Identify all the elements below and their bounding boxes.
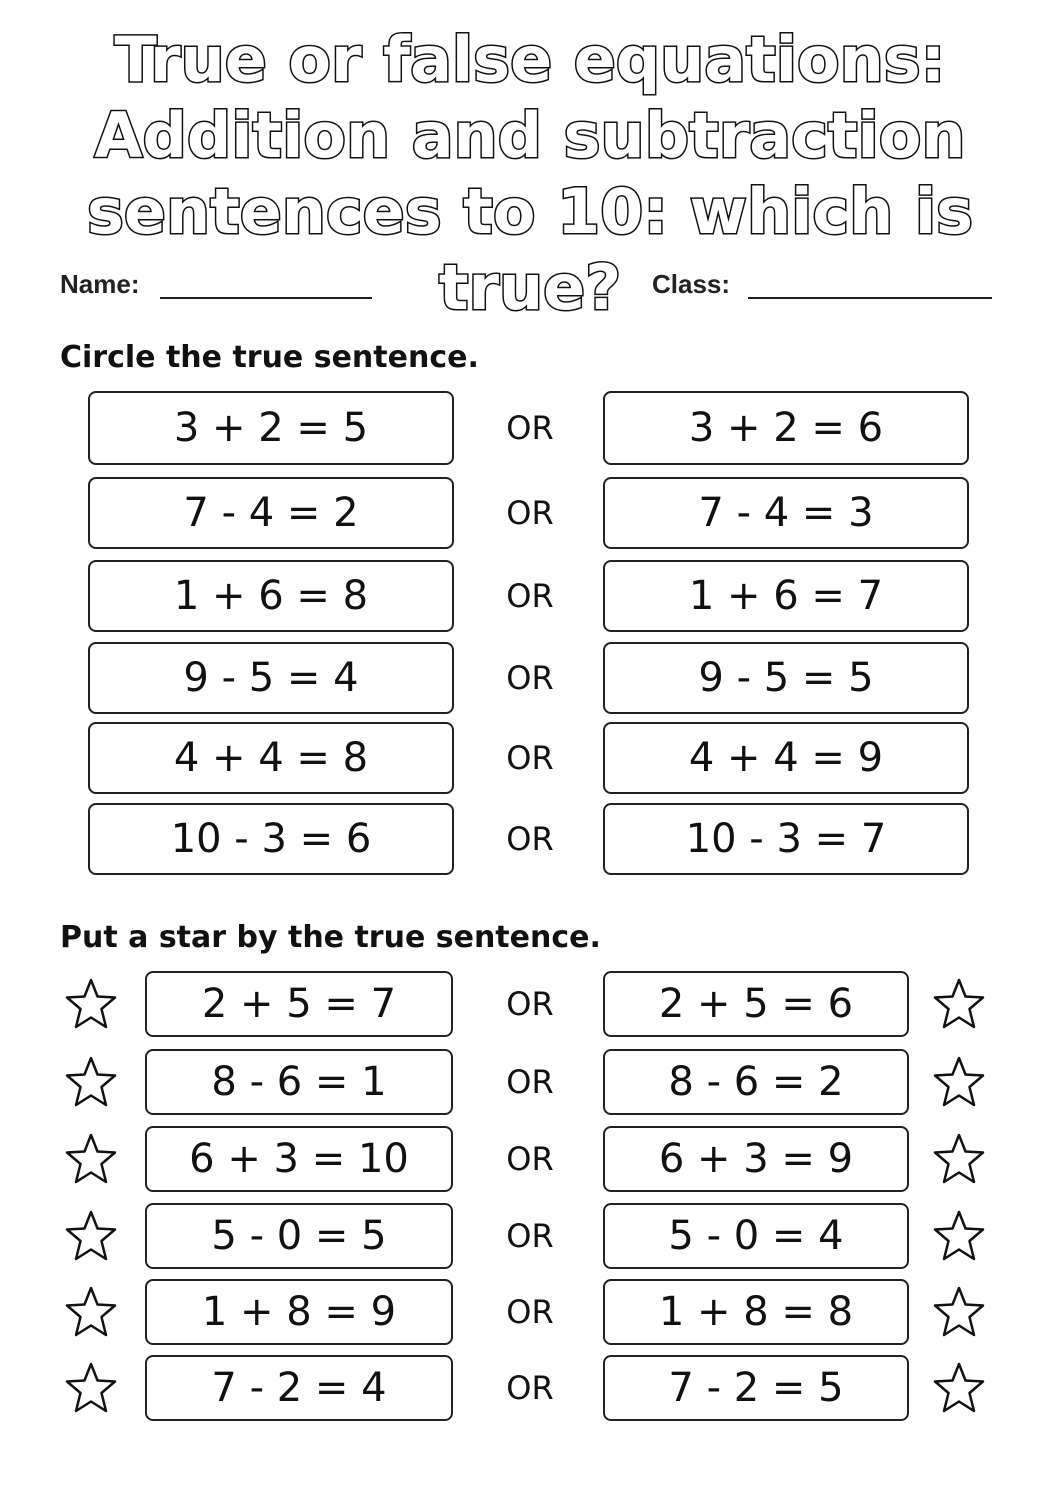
or-label: OR <box>506 1063 554 1101</box>
circle-row <box>0 391 1055 465</box>
or-label: OR <box>506 659 554 697</box>
star-row <box>0 1279 1055 1345</box>
star-icon[interactable] <box>64 1132 118 1186</box>
circle-row <box>0 803 1055 875</box>
left-equation-box: 6 + 3 = 10 <box>145 1126 453 1192</box>
or-label: OR <box>506 1369 554 1407</box>
or-label: OR <box>506 1293 554 1331</box>
right-equation-box: 2 + 5 = 6 <box>603 971 909 1037</box>
star-icon[interactable] <box>932 1285 986 1339</box>
class-field[interactable] <box>748 297 992 299</box>
circle-row <box>0 722 1055 794</box>
right-equation-box: 5 - 0 = 4 <box>603 1203 909 1269</box>
right-equation-box: 6 + 3 = 9 <box>603 1126 909 1192</box>
or-label: OR <box>506 409 554 447</box>
right-equation-box[interactable]: 7 - 4 = 3 <box>603 477 969 549</box>
section1-instruction: Circle the true sentence. <box>60 340 479 375</box>
name-label: Name: <box>60 269 140 299</box>
or-label: OR <box>506 1140 554 1178</box>
right-equation-box[interactable]: 4 + 4 = 9 <box>603 722 969 794</box>
star-row <box>0 1049 1055 1115</box>
left-equation-box[interactable]: 10 - 3 = 6 <box>88 803 454 875</box>
right-equation-box: 7 - 2 = 5 <box>603 1355 909 1421</box>
left-equation-box[interactable]: 3 + 2 = 5 <box>88 391 454 465</box>
star-icon[interactable] <box>932 1132 986 1186</box>
or-label: OR <box>506 739 554 777</box>
star-icon[interactable] <box>64 1055 118 1109</box>
right-equation-box: 8 - 6 = 2 <box>603 1049 909 1115</box>
star-icon[interactable] <box>932 1209 986 1263</box>
left-equation-box: 8 - 6 = 1 <box>145 1049 453 1115</box>
name-field[interactable] <box>160 297 372 299</box>
right-equation-box[interactable]: 1 + 6 = 7 <box>603 560 969 632</box>
right-equation-box[interactable]: 10 - 3 = 7 <box>603 803 969 875</box>
left-equation-box: 2 + 5 = 7 <box>145 971 453 1037</box>
circle-row <box>0 477 1055 549</box>
star-icon[interactable] <box>932 977 986 1031</box>
right-equation-box: 1 + 8 = 8 <box>603 1279 909 1345</box>
star-icon[interactable] <box>64 1361 118 1415</box>
left-equation-box: 1 + 8 = 9 <box>145 1279 453 1345</box>
left-equation-box[interactable]: 7 - 4 = 2 <box>88 477 454 549</box>
left-equation-box[interactable]: 9 - 5 = 4 <box>88 642 454 714</box>
circle-row <box>0 642 1055 714</box>
worksheet-title: True or false equations: Addition and subtraction sentences to 10: which is true? <box>87 23 973 324</box>
star-row <box>0 1126 1055 1192</box>
star-icon[interactable] <box>64 1209 118 1263</box>
or-label: OR <box>506 820 554 858</box>
star-icon[interactable] <box>64 1285 118 1339</box>
left-equation-box: 5 - 0 = 5 <box>145 1203 453 1269</box>
star-icon[interactable] <box>64 977 118 1031</box>
left-equation-box[interactable]: 4 + 4 = 8 <box>88 722 454 794</box>
star-icon[interactable] <box>932 1055 986 1109</box>
star-icon[interactable] <box>932 1361 986 1415</box>
right-equation-box[interactable]: 3 + 2 = 6 <box>603 391 969 465</box>
class-label: Class: <box>652 269 731 299</box>
section2-instruction: Put a star by the true sentence. <box>60 920 601 955</box>
right-equation-box[interactable]: 9 - 5 = 5 <box>603 642 969 714</box>
star-row <box>0 971 1055 1037</box>
or-label: OR <box>506 985 554 1023</box>
or-label: OR <box>506 577 554 615</box>
or-label: OR <box>506 494 554 532</box>
left-equation-box[interactable]: 1 + 6 = 8 <box>88 560 454 632</box>
or-label: OR <box>506 1217 554 1255</box>
circle-row <box>0 560 1055 632</box>
star-row <box>0 1203 1055 1269</box>
star-row <box>0 1355 1055 1421</box>
left-equation-box: 7 - 2 = 4 <box>145 1355 453 1421</box>
